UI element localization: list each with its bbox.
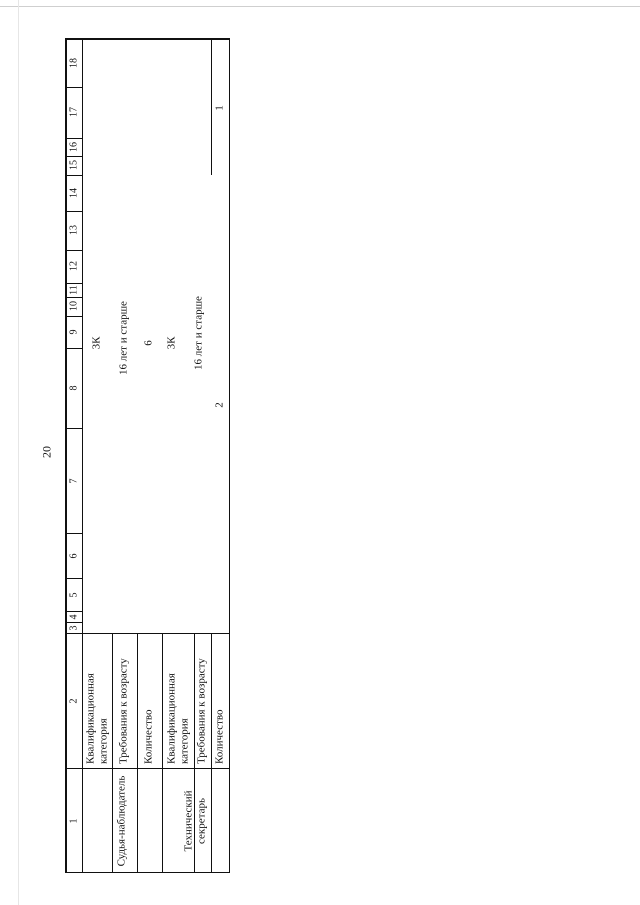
- staffing-table: [65, 38, 230, 873]
- row-line-2: [137, 633, 138, 873]
- column-number: 17: [68, 107, 80, 117]
- column-number: 11: [68, 285, 80, 295]
- col-line-4-5: [65, 611, 82, 612]
- group-title: Судья-наблюдатель: [115, 775, 128, 867]
- column-number: 18: [68, 58, 80, 68]
- column-number: 5: [68, 592, 80, 598]
- table-border-left: [65, 38, 67, 873]
- col-line-12-13: [65, 250, 82, 251]
- column-number: 1: [68, 818, 80, 824]
- col-line-11-12: [65, 283, 82, 284]
- group-separator: [162, 768, 163, 873]
- row-line-5: [211, 633, 212, 873]
- column-number: 9: [68, 329, 80, 335]
- col-line-7-8: [65, 428, 82, 429]
- column-number: 10: [68, 301, 80, 311]
- cell-value: 1: [213, 105, 226, 111]
- col-line-13-14: [65, 211, 82, 212]
- scan-edge-left: [18, 0, 19, 905]
- header-row-line: [82, 38, 83, 873]
- col-line-6-7: [65, 533, 82, 534]
- col-line-10-11: [65, 297, 82, 298]
- table-border-bottom: [65, 872, 230, 874]
- column-number: 16: [68, 142, 80, 152]
- column-number: 14: [68, 188, 80, 198]
- col-line-9-10: [65, 316, 82, 317]
- row-label: Требования к возрасту: [117, 658, 130, 764]
- row-line-5-top: [211, 38, 212, 175]
- page-number: 20: [39, 446, 54, 458]
- group-title: Технический секретарь: [182, 790, 207, 852]
- col-line-1-2: [65, 768, 230, 769]
- column-number: 8: [68, 385, 80, 391]
- row-label: Квалификационная категория: [84, 673, 109, 764]
- column-number: 15: [68, 160, 80, 170]
- cell-value: 3К: [90, 336, 103, 350]
- row-line-1: [112, 633, 113, 873]
- row-label: Количество: [142, 709, 155, 764]
- column-number: 12: [68, 261, 80, 271]
- table-border-top: [65, 38, 230, 40]
- col-line-2-3: [65, 633, 230, 634]
- column-number: 4: [68, 614, 80, 620]
- scan-edge-top: [0, 6, 640, 7]
- row-label: Количество: [213, 709, 226, 764]
- column-number: 6: [68, 553, 80, 559]
- col-line-14-15: [65, 175, 82, 176]
- column-number: 13: [68, 225, 80, 235]
- col-line-5-6: [65, 578, 82, 579]
- table-border-right: [229, 38, 231, 873]
- col-line-17-18: [65, 87, 82, 88]
- cell-value: 16 лет и старше: [192, 296, 205, 370]
- cell-value: 2: [213, 402, 226, 408]
- column-number: 7: [68, 478, 80, 484]
- row-label: Квалификационная категория: [165, 673, 190, 764]
- row-label: Требования к возрасту: [195, 658, 208, 764]
- cell-value: 3К: [165, 336, 178, 350]
- col-line-3-4: [65, 622, 82, 623]
- column-number: 3: [68, 625, 80, 631]
- cell-value: 6: [142, 340, 155, 346]
- col-line-8-9: [65, 348, 82, 349]
- cell-value: 16 лет и старше: [117, 301, 130, 375]
- col-line-16-17: [65, 138, 82, 139]
- col-line-15-16: [65, 156, 82, 157]
- column-number: 2: [68, 698, 80, 704]
